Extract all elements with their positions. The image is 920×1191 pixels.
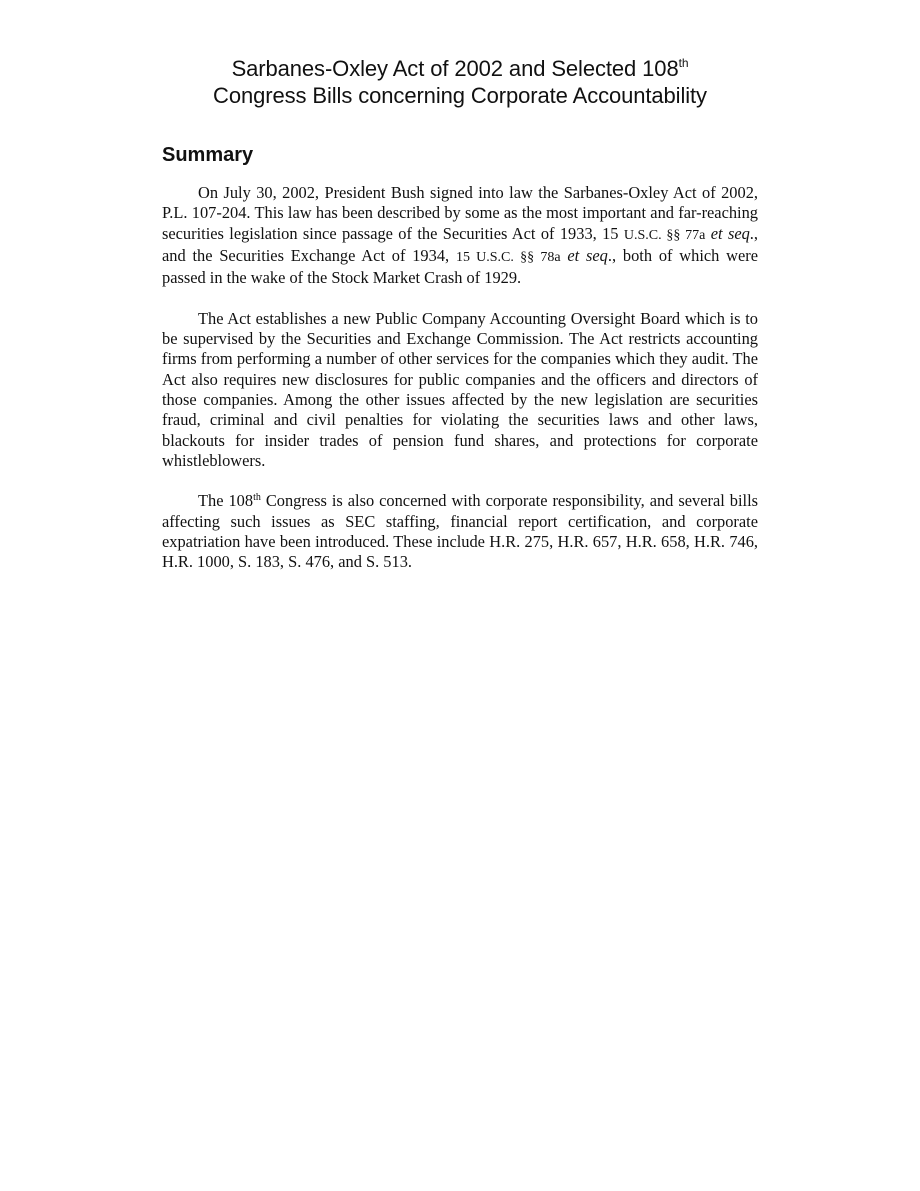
summary-paragraph-2: The Act establishes a new Public Company Accounting Oversight Board which is to be supervised by the Securities and Exchange Commission. The Act restricts accounting firms from performing a number of other services for the companies which they audit. The Act also requires new disclosures for public companies and the officers and directors of those companies. Among the other issues affected by the new legislation are securities fraud, criminal and civil penalties for violating the securities laws and other laws, blackouts for insider trades of pension fund shares, and protections for corporate whistleblowers. — [162, 308, 758, 470]
summary-paragraph-1 — [162, 183, 758, 288]
usc-citation-2: 15 U.S.C. §§ 78a — [455, 249, 561, 265]
summary-heading: Summary — [162, 144, 254, 166]
paragraph-1-text-a: On July 30, 2002, President Bush signed into law the Sarbanes-Oxley Act of 2002, P.L. 107-204. This law has been described by some as the most important and far-reaching securities legislation since passage of the Securities Act of 1933, 15 — [162, 183, 758, 243]
paragraph-3-text-b: Congress is also concerned with corporate responsibility, and several bills affecting such issues as SEC staffing, financial report certification, and corporate expatriation have been introduced. These include H.R. 275, H.R. 657, H.R. 658, H.R. 746, H.R. 1000, S. 183, S. 476, and S. 513. — [162, 491, 758, 572]
title-line-2: Congress Bills concerning Corporate Accountability — [213, 83, 707, 108]
usc-citation-1: U.S.C. §§ 77a — [623, 227, 706, 243]
paragraph-1-text-c: ., both of which were passed in the wake of the Stock Market Crash of 1929. — [162, 245, 759, 288]
title-superscript: th — [678, 56, 689, 70]
et-seq-1: et seq — [710, 223, 750, 243]
paragraph-1-text-b: ., and the Securities Exchange Act of 1934, — [162, 223, 758, 265]
paragraph-3-text-a: The 108 — [198, 491, 254, 511]
document-page — [162, 0, 758, 573]
document-title — [162, 55, 758, 109]
title-line-1: Sarbanes-Oxley Act of 2002 and Selected 108 — [231, 56, 679, 81]
paragraph-3-superscript: th — [253, 492, 261, 504]
summary-paragraph-3 — [162, 491, 758, 572]
et-seq-2: et seq — [567, 245, 608, 265]
